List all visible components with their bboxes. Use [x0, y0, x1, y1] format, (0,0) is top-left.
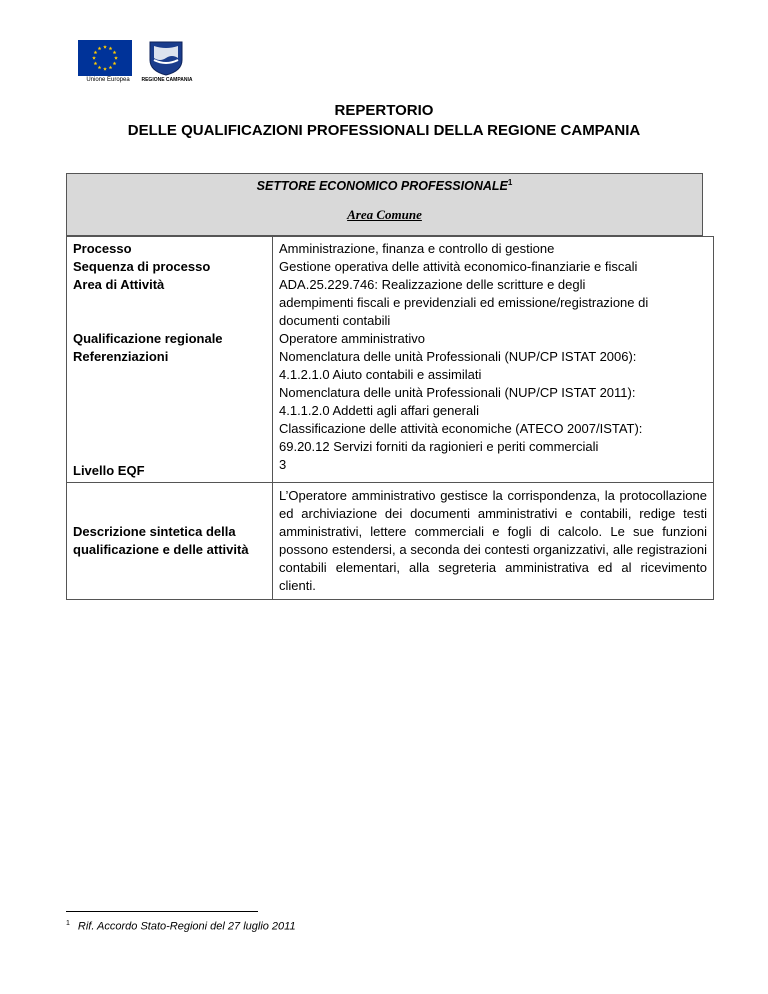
document-title: REPERTORIO	[334, 102, 434, 119]
value-descrizione: L’Operatore amministrativo gestisce la corrispondenza, la protocollazione ed archiviazione dei documenti amministrativi e contabili, redige testi amministrativi, lettere commerciali e fogli di calcolo. Le sue funzioni possono estendersi, a seconda dei contesti organizzativi, alle registrazioni contabili elementari, alla segreteria amministrativa ed al ricevimento clienti.	[273, 483, 714, 600]
labels-cell	[67, 237, 273, 483]
sector-header	[66, 173, 703, 236]
label-qualificazione: Qualificazione regionale	[73, 331, 223, 346]
label-area-attivita: Area di Attività	[73, 277, 165, 292]
label-processo: Processo	[73, 241, 132, 256]
footnote	[66, 920, 296, 933]
value-qualificazione: Operatore amministrativo	[279, 331, 425, 346]
footnote-text: Rif. Accordo Stato-Regioni del 27 luglio 2011	[77, 920, 296, 933]
area-title: Area Comune	[347, 207, 422, 222]
value-processo: Amministrazione, finanza e controllo di gestione	[279, 241, 555, 256]
footnote-number: 1	[66, 920, 70, 927]
value-sequenza: Gestione operativa delle attività economico-finanziarie e fiscali	[279, 259, 638, 274]
footnote-ref: 1	[507, 178, 513, 187]
value-referenziazioni-4: 4.1.1.2.0 Addetti agli affari generali	[279, 403, 479, 418]
table-row	[67, 237, 714, 483]
value-area-attivita-2: adempimenti fiscali e previdenziali ed emissione/registrazione di	[279, 295, 649, 310]
sector-title: SETTORE ECONOMICO PROFESSIONALE$^1$	[256, 178, 513, 194]
value-area-attivita-1: ADA.25.229.746: Realizzazione delle scritture e degli	[279, 277, 586, 292]
qualification-table	[66, 236, 714, 600]
label-descrizione: Descrizione sintetica della qualificazione e delle attività	[67, 483, 273, 600]
value-referenziazioni-6: 69.20.12 Servizi forniti da ragionieri e periti commerciali	[279, 439, 599, 454]
eu-caption: Unione Europea	[86, 77, 130, 83]
values-cell	[273, 237, 714, 483]
header-logos	[78, 40, 198, 86]
value-livello: 3	[279, 457, 287, 472]
table-row	[67, 483, 714, 600]
label-livello: Livello EQF	[73, 463, 145, 478]
value-referenziazioni-1: Nomenclatura delle unità Professionali (NUP/CP ISTAT 2006):	[279, 349, 637, 364]
footnote-separator	[66, 911, 258, 912]
region-caption: REGIONE CAMPANIA	[141, 77, 193, 83]
value-referenziazioni-3: Nomenclatura delle unità Professionali (NUP/CP ISTAT 2011):	[279, 385, 636, 400]
value-referenziazioni-2: 4.1.2.1.0 Aiuto contabili e assimilati	[279, 367, 482, 382]
eu-flag-icon	[78, 40, 132, 76]
label-sequenza: Sequenza di processo	[73, 259, 211, 274]
regione-campania-logo-icon	[146, 40, 186, 76]
value-referenziazioni-5: Classificazione delle attività economiche (ATECO 2007/ISTAT):	[279, 421, 643, 436]
label-referenziazioni: Referenziazioni	[73, 349, 169, 364]
document-subtitle: DELLE QUALIFICAZIONI PROFESSIONALI DELLA REGIONE CAMPANIA	[127, 122, 641, 139]
value-area-attivita-3: documenti contabili	[279, 313, 391, 328]
